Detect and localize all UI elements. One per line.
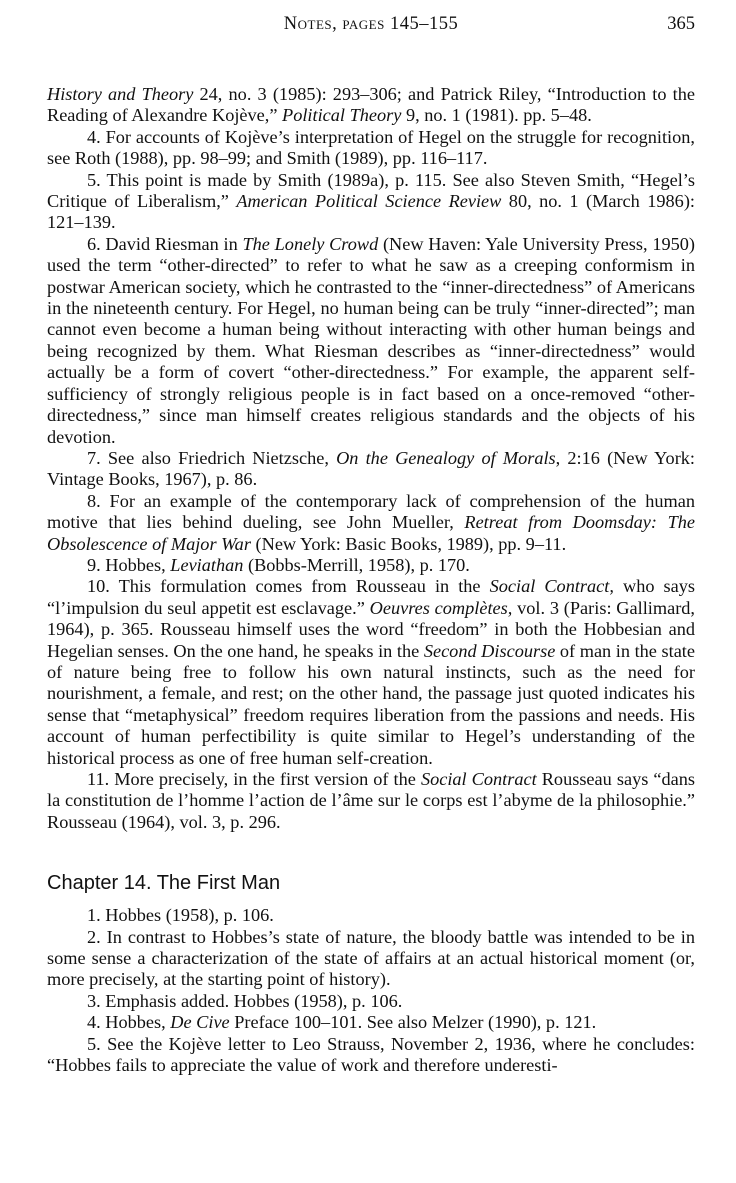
chapter14-note-4	[47, 1012, 695, 1033]
note-5	[47, 170, 695, 234]
note-7	[47, 448, 695, 491]
book-title: Social Contract	[420, 769, 537, 789]
chapter14-note-3: 3. Emphasis added. Hobbes (1958), p. 106.	[87, 990, 403, 1011]
book-title: Social Contract,	[489, 576, 614, 597]
page-header	[47, 14, 695, 44]
note-text: 80, no. 1 (March 1986): 121–139.	[47, 191, 695, 233]
note-text: 10. This formulation comes from Rousseau in the	[87, 576, 490, 597]
note-text: 4. Hobbes,	[87, 1012, 171, 1033]
book-title: On the Genealogy of Morals	[336, 447, 556, 468]
chapter-heading: Chapter 14. The First Man	[47, 872, 281, 895]
book-title: Leviathan	[170, 554, 244, 575]
note-10	[47, 576, 695, 769]
book-title: Retreat from Doomsday: The Obsolescence of Major War	[47, 512, 696, 554]
chapter14-note-2: 2. In contrast to Hobbes’s state of nature, the bloody battle was intended to be in some sense a characterization of the state of affairs at an actual historical moment (or, more precisely, at the starting point of history).	[47, 926, 695, 990]
running-head: Notes, pages 145–155	[283, 14, 459, 34]
note-text: vol. 3 (Paris: Gallimard, 1964), p. 365. Rousseau himself uses the word “freedom” in both the Hobbesian and Hegelian senses. On the one hand, he speaks in the	[47, 597, 695, 661]
note-6	[47, 234, 695, 448]
note-text: , 2:16 (New York: Vintage Books, 1967), p. 86.	[47, 447, 696, 490]
note-text: Rousseau says “dans la constitution de l’homme l’action de l’âme sur le corps est l’abyme de la philosophie.” Rousseau (1964), vol. 3, p. 296.	[47, 769, 696, 832]
note-text: 5. This point is made by Smith (1989a), p. 115. See also Steven Smith, “Hegel’s Critique of Liberalism,”	[47, 169, 695, 212]
note-text: Preface 100–101. See also Melzer (1990), p. 121.	[229, 1012, 597, 1033]
note-4: 4. For accounts of Kojève’s interpretation of Hegel on the struggle for recognition, see Roth (1988), pp. 98–99; and Smith (1989), pp. 116–117.	[47, 126, 695, 169]
note-text: 7. See also Friedrich Nietzsche,	[87, 447, 337, 468]
note-8	[47, 491, 695, 555]
note-text: 24, no. 3 (1985): 293–306; and Patrick Riley, “Introduction to the Reading of Alexandre Kojève,”	[47, 84, 696, 126]
note-text: 11. More precisely, in the first version of the	[87, 769, 421, 789]
notes-body	[47, 84, 695, 1076]
book-title: Second Discourse	[423, 640, 556, 661]
chapter14-note-1: 1. Hobbes (1958), p. 106.	[87, 905, 274, 926]
book-title: De Cive	[170, 1012, 230, 1033]
journal-title: Political Theory	[282, 105, 402, 126]
note-text: 9. Hobbes,	[87, 554, 171, 575]
note-9	[47, 555, 695, 576]
note-text: 8. For an example of the contemporary lack of comprehension of the human motive that lies behind dueling, see John Mueller,	[47, 490, 695, 533]
journal-title: History and Theory	[47, 84, 194, 104]
note-text: of man in the state of nature being free to follow his own natural instincts, such as the need for nourishment, a female, and rest; on the other hand, the passage just quoted indicates his sense that “metaphysical” freedom requires liberation from the passions and needs. His account of human perfectibility is quite similar to Hegel’s understanding of the historical process as one of free human self-creation.	[47, 640, 695, 768]
note-3-continuation	[47, 84, 695, 127]
chapter14-note-5: 5. See the Kojève letter to Leo Strauss, November 2, 1936, where he concludes: “Hobbes fails to appreciate the value of work and therefore underesti-	[47, 1033, 695, 1076]
note-text: (New York: Basic Books, 1989), pp. 9–11.	[250, 533, 567, 554]
note-11	[47, 769, 695, 833]
note-text: (New Haven: Yale University Press, 1950) used the term “other-directed” to refer to what he saw as a creeping conformism in postwar American society, which he contrasted to the “inner-directedness” of Americans in the nineteenth century. For Hegel, no human being can be truly “inner-directed”; man cannot even become a human being without interacting with other human beings and being recognized by them. What Riesman describes as “inner-directedness” would actually be a form of covert “other-directedness.” For example, the apparent self-sufficiency of strongly religious people is in fact based on a once-removed “other-directedness,” since man himself creates religious standards and the objects of his devotion.	[47, 233, 695, 447]
page-number: 365	[667, 14, 695, 34]
journal-title: American Political Science Review	[236, 191, 502, 212]
book-title: The Lonely Crowd	[242, 233, 379, 254]
note-text: 9, no. 1 (1981). pp. 5–48.	[401, 105, 592, 126]
note-text: 6. David Riesman in	[87, 233, 243, 254]
note-text: who says “l’impulsion du seul appetit est esclavage.”	[47, 576, 696, 618]
book-title: Oeuvres complètes,	[369, 597, 513, 618]
note-text: (Bobbs-Merrill, 1958), p. 170.	[243, 554, 470, 575]
